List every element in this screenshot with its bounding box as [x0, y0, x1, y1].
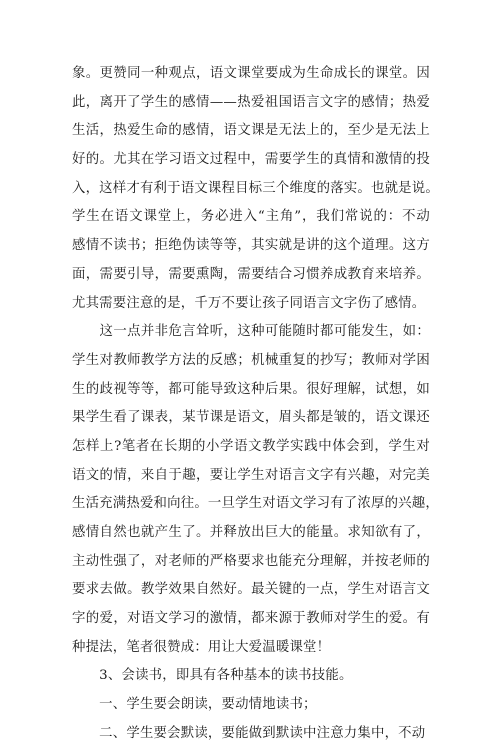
text-line: 怎样上?笔者在长期的小学语文教学实践中体会到，学生对	[72, 438, 430, 454]
text-line: 面，需要引导，需要熏陶，需要结合习惯养成教育来培养。	[72, 266, 430, 282]
text-line: 生的歧视等等，都可能导致这种后果。很好理解，试想，如	[72, 381, 430, 397]
text-line: 种提法，笔者很赞成：用让大爱温暖课堂！	[72, 639, 331, 655]
text-line: 学生对教师教学方法的反感；机械重复的抄写；教师对学困	[72, 352, 430, 368]
text-line: 感情不读书；拒绝伪读等等，其实就是讲的这个道理。这方	[72, 238, 430, 254]
text-line: 好的。尤其在学习语文过程中，需要学生的真情和激情的投	[72, 152, 430, 168]
body-text	[72, 60, 439, 749]
text-line: 此，离开了学生的感情——热爱祖国语言文字的感情；热爱	[72, 94, 430, 110]
text-line: 象。更赞同一种观点，语文课堂要成为生命成长的课堂。因	[72, 66, 430, 81]
text-line: 语文的情，来自于趣，要让学生对语言文字有兴趣，对完美	[72, 467, 430, 483]
text-line: 二、学生要会默读，要能做到默读中注意力集中，不动	[72, 725, 426, 741]
text-line: 生活，热爱生命的感情，语文课是无法上的，至少是无法上	[72, 123, 430, 139]
text-line: 字的爱，对语文学习的激情，都来源于教师对学生的爱。有	[72, 611, 430, 627]
text-line: 主动性强了，对老师的严格要求也能充分理解，并按老师的	[72, 553, 430, 569]
text-line: 入，这样才有利于语文课程目标三个维度的落实。也就是说。	[72, 180, 439, 196]
text-line: 果学生看了课表，某节课是语文，眉头都是皱的，语文课还	[72, 410, 430, 426]
text-line: 学生在语文课堂上，务必进入“主角”，我们常说的：不动	[72, 209, 430, 225]
text-line: 3、会读书，即具有各种基本的读书技能。	[72, 668, 353, 684]
text-line: 要求去做。教学效果自然好。最关键的一点，学生对语言文	[72, 582, 430, 598]
text-line: 生活充满热爱和向往。一旦学生对语文学习有了浓厚的兴趣，	[72, 496, 439, 512]
text-line: 尤其需要注意的是，千万不要让孩子同语言文字伤了感情。	[72, 295, 426, 311]
text-line: 一、学生要会朗读，要动情地读书；	[72, 697, 317, 713]
text-line: 感情自然也就产生了。并释放出巨大的能量。求知欲有了，	[72, 525, 430, 540]
text-line: 这一点并非危言耸听，这种可能随时都可能发生，如：	[72, 324, 430, 340]
